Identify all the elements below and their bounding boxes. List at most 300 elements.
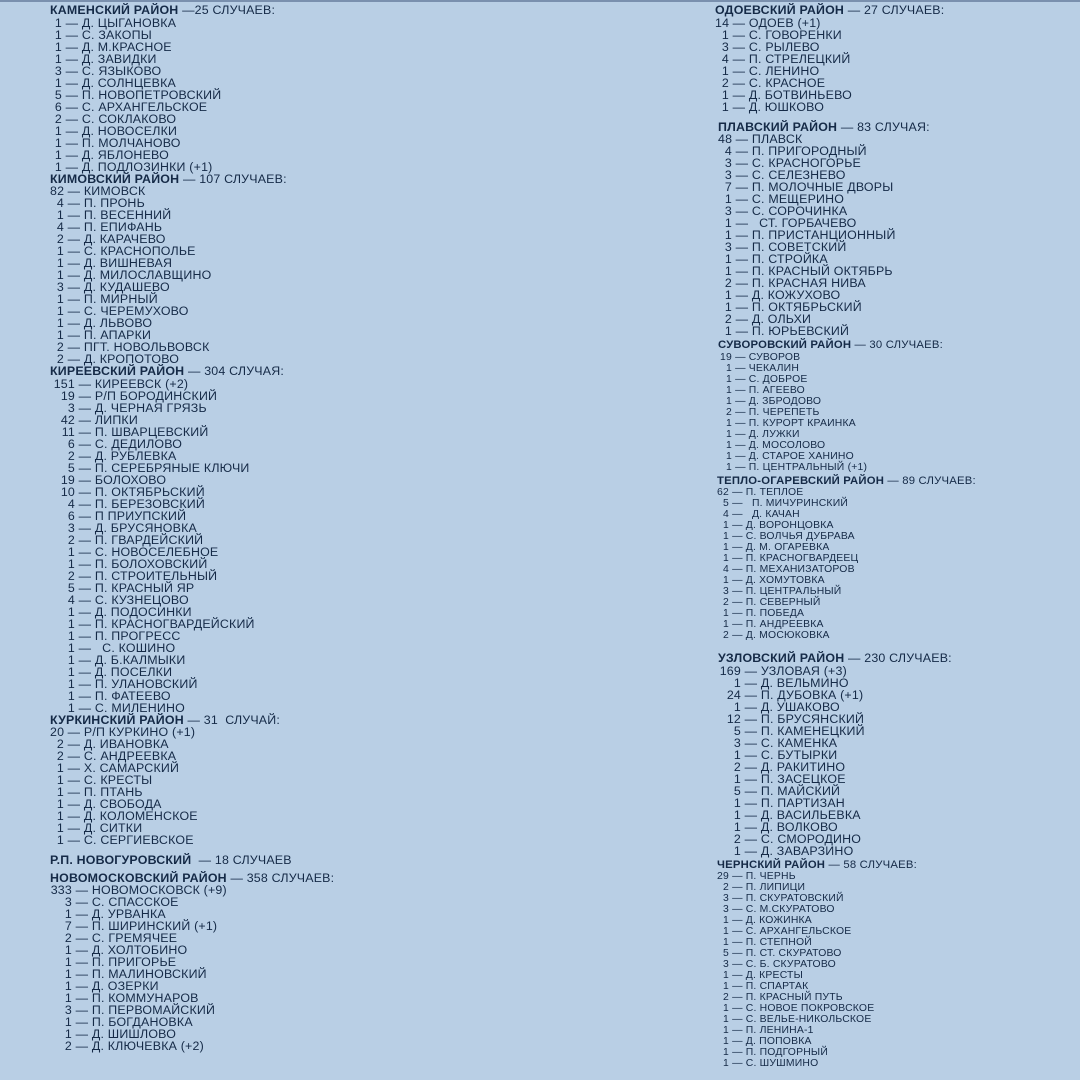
settlement-name: С. БУТЫРКИ: [760, 747, 838, 762]
settlement-name: П. АНДРЕЕВКА: [745, 619, 824, 631]
case-count: 2: [56, 352, 64, 366]
settlement-name: П. ЮРЬЕВСКИЙ: [751, 324, 850, 338]
settlement-row: 12 — П. БРУСЯНСКИЙ: [718, 713, 1075, 725]
case-count: 1: [64, 1027, 72, 1041]
case-count: 1: [723, 915, 729, 927]
case-count: 1: [67, 604, 75, 619]
settlement-row: 4 — П. ЕПИФАНЬ: [50, 221, 610, 233]
settlement-row: 1 — П. ПАРТИЗАН: [718, 797, 1075, 809]
settlement-row: 3 — С. КАМЕНКА: [718, 737, 1075, 749]
settlement-row: 5 — П. НОВОПЕТРОВСКИЙ: [50, 89, 610, 101]
district-name: СУВОРОВСКИЙ РАЙОН: [718, 339, 852, 351]
district-name: ОДОЕВСКИЙ РАЙОН: [715, 3, 845, 17]
settlement-row: 4 — Д. КАЧАН: [717, 509, 1075, 520]
district-total: 107 СЛУЧАЕВ:: [199, 171, 287, 186]
case-count: 2: [723, 882, 729, 894]
settlement-row: 1 — С. ДОБРОЕ: [718, 374, 1075, 385]
settlement-name: С. ГРЕМЯЧЕЕ: [91, 931, 178, 945]
case-count: 1: [67, 544, 75, 559]
settlement-name: С. Б. СКУРАТОВО: [745, 959, 836, 971]
settlement-row: 3 — С. РЫЛЕВО: [715, 41, 1075, 53]
settlement-row: 1 — П. БОГДАНОВКА: [50, 1016, 610, 1028]
settlement-row: 10 — П. ОКТЯБРЬСКИЙ: [50, 486, 610, 498]
settlement-row: 1 — ЧЕКАЛИН: [718, 363, 1075, 374]
settlement-name: П. БОГДАНОВКА: [91, 1015, 193, 1029]
case-count: 1: [724, 324, 732, 338]
settlement-name: П. СТРОИТЕЛЬНЫЙ: [94, 568, 218, 583]
settlement-row: 1 — П. СТРОЙКА: [718, 253, 1075, 265]
settlement-name: С. АРХАНГЕЛЬСКОЕ: [745, 926, 852, 938]
settlement-row: 2 — П. ГВАРДЕЙСКИЙ: [50, 534, 610, 546]
settlement-row: 2 — Д. РУБЛЕВКА: [50, 450, 610, 462]
settlement-name: П. ПРОНЬ: [83, 196, 145, 210]
district-novomoskovsky: [50, 872, 610, 1053]
settlement-row: 4 — П. СТРЕЛЕЦКИЙ: [715, 53, 1075, 65]
case-count: 62: [717, 487, 729, 499]
dash-separator: —: [226, 870, 247, 885]
settlement-row: 1 — П. МОЛЧАНОВО: [50, 137, 610, 149]
case-count: 82: [50, 184, 65, 198]
settlement-row: 1 — Д. ВОРОНЦОВКА: [717, 520, 1075, 531]
settlement-row: 1 — П. ПТАНЬ: [50, 786, 610, 798]
settlement-row: 1 — С. ЛЕНИНО: [715, 65, 1075, 77]
settlement-row: 1 — С. КРЕСТЫ: [50, 774, 610, 786]
case-count: 1: [723, 575, 729, 587]
settlement-name: П. СКУРАТОВСКИЙ: [745, 893, 844, 905]
settlement-name: П. КРАСНЫЙ ПУТЬ: [745, 992, 843, 1004]
settlement-row: 1 — Д. ВАСИЛЬЕВКА: [718, 809, 1075, 821]
dash-separator: —: [837, 119, 858, 134]
dash-separator: —: [178, 3, 195, 17]
settlement-row: 1 — Д. Б.КАЛМЫКИ: [50, 654, 610, 666]
settlement-name: Д. ЗБРОДОВО: [748, 395, 822, 407]
settlement-row: 1 — Д. СОЛНЦЕВКА: [50, 77, 610, 89]
settlement-row: 2 — П. КРАСНАЯ НИВА: [718, 277, 1075, 289]
settlement-row: 1 — Д. ХОМУТОВКА: [717, 575, 1075, 586]
settlement-name: П. ЗАСЕЦКОЕ: [760, 771, 846, 786]
settlement-row: 1 — Д. ЗАВАРЗИНО: [718, 845, 1075, 857]
settlement-row: 1 — Д. СИТКИ: [50, 822, 610, 834]
case-count: 3: [724, 168, 732, 182]
settlement-row: 1 — П. ПОДГОРНЫЙ: [717, 1047, 1075, 1058]
settlement-row: 3 — П. ПЕРВОМАЙСКИЙ: [50, 1004, 610, 1016]
settlement-row: 2 — Д. ИВАНОВКА: [50, 738, 610, 750]
case-count: 1: [733, 699, 741, 714]
settlement-row: 1 — П. КРАСНОГВАРДЕЙСКИЙ: [50, 618, 610, 630]
settlement-row: 1 — П. ПРОГРЕСС: [50, 630, 610, 642]
settlement-row: 2 — С. КРАСНОЕ: [715, 77, 1075, 89]
settlement-row: 1 — П. СПАРТАК: [717, 981, 1075, 992]
case-count: 6: [67, 436, 75, 451]
settlement-name: П. ПРИСТАНЦИОННЫЙ: [751, 228, 896, 242]
settlement-name: Д. МОСЮКОВКА: [745, 630, 830, 642]
case-count: 2: [67, 448, 75, 463]
settlement-row: 42 — ЛИПКИ: [50, 414, 610, 426]
settlement-row: 2 — П. ЛИПИЦИ: [717, 882, 1075, 893]
case-count: 1: [64, 1015, 72, 1029]
case-count: 1: [721, 87, 729, 102]
settlement-row: 2 — Д. ОЛЬХИ: [718, 313, 1075, 325]
settlement-name: Д. СВОБОДА: [83, 797, 162, 811]
settlement-row: 1 — Д. ЯБЛОНЕВО: [50, 149, 610, 161]
district-uzlovsky: [715, 652, 1075, 857]
case-count: 1: [721, 27, 729, 42]
case-count: 5: [723, 498, 729, 510]
settlement-row: 4 — П. МЕХАНИЗАТОРОВ: [717, 564, 1075, 575]
settlement-row: 19 — Р/П БОРОДИНСКИЙ: [50, 390, 610, 402]
case-count: 5: [733, 783, 741, 798]
settlement-row: 1 — Д. ВИШНЕВАЯ: [50, 257, 610, 269]
settlement-row: 5 — П. СТ. СКУРАТОВО: [717, 948, 1075, 959]
settlement-name: П. ШИРИНСКИЙ (+1): [91, 919, 218, 933]
case-count: 6: [67, 508, 75, 523]
settlement-name: П. БЕРЕЗОВСКИЙ: [94, 496, 205, 511]
case-count: 1: [723, 542, 729, 554]
settlement-name: П. ПРОГРЕСС: [94, 628, 181, 643]
settlement-name: Д. КАРАЧЕВО: [83, 232, 166, 246]
case-count: 3: [56, 280, 64, 294]
settlement-name: П. СТРОЙКА: [751, 252, 828, 266]
settlement-row: 1 — Д. М.КРАСНОЕ: [50, 41, 610, 53]
settlement-row: 169 — УЗЛОВАЯ (+3): [719, 663, 847, 678]
settlement-row: 1 — Д. ВЕЛЬМИНО: [718, 677, 1075, 689]
case-count: 1: [54, 123, 62, 138]
settlement-name: П. КРАСНОГВАРДЕЙСКИЙ: [94, 616, 255, 631]
settlement-row: 1 — Д. ПОПОВКА: [717, 1036, 1075, 1047]
settlement-name: СУВОРОВ: [748, 351, 801, 363]
district-name: УЗЛОВСКИЙ РАЙОН: [718, 651, 845, 666]
settlement-row: 1 — С. МЕЩЕРИНО: [718, 193, 1075, 205]
case-count: 1: [54, 159, 62, 174]
settlement-name: П. СТЕПНОЙ: [745, 937, 812, 949]
settlement-row: 1 — Д. КОЛОМЕНСКОЕ: [50, 810, 610, 822]
district-name: НОВОМОСКОВСКИЙ РАЙОН: [50, 870, 227, 885]
settlement-name: С. ДЕДИЛОВО: [94, 436, 183, 451]
case-count: 5: [54, 87, 62, 102]
dash-separator: —: [179, 171, 200, 186]
top-divider: [0, 0, 1080, 2]
settlement-name: С. КРАСНОЕ: [748, 75, 826, 90]
settlement-name: Д. ПОДЛОЗИНКИ (+1): [81, 159, 213, 174]
settlement-name: П. ЛЕНИНА-1: [745, 1025, 814, 1037]
settlement-name: Д. УРВАНКА: [91, 907, 166, 921]
settlement-name: НОВОМОСКОВСК (+9): [91, 883, 227, 897]
settlement-row: 1 — П. КРАСНЫЙ ОКТЯБРЬ: [718, 265, 1075, 277]
case-count: 1: [721, 99, 729, 114]
case-count: 19: [720, 351, 732, 363]
settlement-row: 1 — С. АРХАНГЕЛЬСКОЕ: [717, 926, 1075, 937]
settlement-row: 1 — Д. ПОСЕЛКИ: [50, 666, 610, 678]
case-count: 3: [67, 400, 75, 415]
settlement-name: Д. ЗАВИДКИ: [81, 51, 157, 66]
case-count: 7: [724, 180, 732, 194]
case-count: 1: [723, 1014, 729, 1026]
case-count: 1: [733, 747, 741, 762]
settlement-row: 1 — П. ФАТЕЕВО: [50, 690, 610, 702]
settlement-row: 3 — Д. ЧЕРНАЯ ГРЯЗЬ: [50, 402, 610, 414]
case-count: 1: [723, 970, 729, 982]
settlement-name: П. ПРИГОРЬЕ: [91, 955, 177, 969]
case-count: 1: [733, 675, 741, 690]
settlement-row: 1 — С. КРАСНОПОЛЬЕ: [50, 245, 610, 257]
dash-separator: —: [191, 853, 215, 867]
settlement-name: С. ЯЗЫКОВО: [81, 63, 162, 78]
settlement-name: Д. М. ОГАРЕВКА: [745, 542, 830, 554]
settlement-name: П. МАЙСКИЙ: [760, 783, 841, 798]
case-count: 1: [56, 208, 64, 222]
case-count: 2: [724, 276, 732, 290]
settlement-name: П. МОЛЧАНОВО: [81, 135, 181, 150]
district-header: [717, 860, 1075, 872]
settlement-name: С. АНДРЕЕВКА: [83, 749, 177, 763]
settlement-row: 2 — С. СМОРОДИНО: [718, 833, 1075, 845]
case-count: 1: [723, 553, 729, 565]
settlement-name: С. РЫЛЕВО: [748, 39, 820, 54]
district-name: Р.П. НОВОГУРОВСКИЙ: [50, 853, 192, 867]
settlement-row: 1 — Д. ЗБРОДОВО: [718, 396, 1075, 407]
settlement-row: 2 — Д. КРОПОТОВО: [50, 353, 610, 365]
case-count: 1: [723, 1003, 729, 1015]
settlement-name: С. КРАСНОГОРЬЕ: [751, 156, 862, 170]
case-count: 1: [56, 328, 64, 342]
district-kireevsky: [50, 365, 610, 714]
settlement-name: Д. ЮШКОВО: [748, 99, 825, 114]
settlement-name: УЗЛОВАЯ (+3): [760, 663, 847, 678]
case-count: 4: [67, 592, 75, 607]
settlement-name: Д. КУДАШЕВО: [83, 280, 170, 294]
settlement-name: П. КРАСНАЯ НИВА: [751, 276, 866, 290]
case-count: 1: [56, 244, 64, 258]
settlement-row: 2 — Д. МОСЮКОВКА: [717, 630, 1075, 641]
settlement-row: 1 — П. КРАСНОГВАРДЕЕЦ: [717, 553, 1075, 564]
settlement-name: П. ЧЕРНЬ: [745, 871, 796, 883]
settlement-name: Д. БОТВИНЬЕВО: [748, 87, 852, 102]
settlement-name: Д. ОЛЬХИ: [751, 312, 812, 326]
settlement-row: 1 — С. БУТЫРКИ: [718, 749, 1075, 761]
settlement-row: 333 — НОВОМОСКОВСК (+9): [50, 883, 227, 897]
settlement-name: П. МИЧУРИНСКИЙ: [745, 498, 849, 510]
district-total: 25 СЛУЧАЕВ:: [194, 3, 276, 17]
case-count: 3: [723, 904, 729, 916]
settlement-name: Д. МИЛОСЛАВЩИНО: [83, 268, 212, 282]
case-count: 1: [56, 785, 64, 799]
settlement-name: П. ПРИГОРОДНЫЙ: [751, 144, 867, 158]
dash-separator: —: [844, 3, 864, 17]
case-count: 11: [61, 424, 75, 439]
settlement-row: 3 — П. СОВЕТСКИЙ: [718, 241, 1075, 253]
case-count: 1: [64, 955, 72, 969]
settlement-name: Д. ЧЕРНАЯ ГРЯЗЬ: [94, 400, 207, 415]
case-count: 29: [717, 871, 729, 883]
settlement-name: Д. КЛЮЧЕВКА (+2): [91, 1039, 204, 1053]
settlement-row: 1 — Х. САМАРСКИЙ: [50, 762, 610, 774]
settlement-name: С. КРЕСТЫ: [83, 773, 153, 787]
settlement-row: 1 — С. ШУШМИНО: [717, 1058, 1075, 1069]
district-kamensky: [50, 4, 610, 173]
settlement-row: 1 — П. АНДРЕЕВКА: [717, 619, 1075, 630]
case-count: 1: [54, 147, 62, 162]
settlement-row: 1 — П. СТЕПНОЙ: [717, 937, 1075, 948]
case-count: 3: [724, 240, 732, 254]
settlement-row: 2 — П. ЧЕРЕПЕТЬ: [718, 407, 1075, 418]
settlement-name: П. ШВАРЦЕВСКИЙ: [94, 424, 209, 439]
case-count: 1: [64, 907, 72, 921]
case-count: 1: [726, 395, 732, 407]
settlement-row: 1 — П. ВЕСЕННИЙ: [50, 209, 610, 221]
case-count: 7: [64, 919, 72, 933]
settlement-name: БОЛОХОВО: [94, 472, 167, 487]
case-count: 19: [60, 388, 75, 403]
settlement-name: П. КАМЕНЕЦКИЙ: [760, 723, 865, 738]
settlement-name: П. ДУБОВКА (+1): [760, 687, 864, 702]
case-count: 1: [733, 795, 741, 810]
dash-separator: —: [825, 858, 844, 871]
case-count: 6: [54, 99, 62, 114]
settlement-name: Д. КОЖУХОВО: [751, 288, 841, 302]
case-count: 4: [723, 509, 729, 521]
settlement-row: 1 — Д. МОСОЛОВО: [718, 440, 1075, 451]
case-count: 1: [726, 461, 732, 473]
settlement-row: 1 — Д. КОЖИНКА: [717, 915, 1075, 926]
settlement-name: С. ДОБРОЕ: [748, 373, 808, 385]
settlement-row: 1 — Д. УШАКОВО: [718, 701, 1075, 713]
settlement-name: С. СОКЛАКОВО: [81, 111, 177, 126]
settlement-name: П. МАЛИНОВСКИЙ: [91, 967, 207, 981]
case-count: 2: [733, 831, 741, 846]
settlement-name: П. УЛАНОВСКИЙ: [94, 676, 198, 691]
case-count: 2: [733, 759, 741, 774]
case-count: 1: [733, 771, 741, 786]
settlement-row: 1 — Д. ЛУЖКИ: [718, 429, 1075, 440]
settlement-name: П. ПОБЕДА: [745, 608, 805, 620]
settlement-row: 6 — П ПРИУПСКИЙ: [50, 510, 610, 522]
case-count: 1: [64, 979, 72, 993]
case-count: 10: [60, 484, 75, 499]
district-total: 18 СЛУЧАЕВ: [214, 853, 292, 867]
settlement-name: КИРЕЕВСК (+2): [94, 376, 189, 391]
settlement-name: П. ГВАРДЕЙСКИЙ: [94, 532, 204, 547]
settlement-row: 5 — П. МАЙСКИЙ: [718, 785, 1075, 797]
settlement-row: 1 — П. АГЕЕВО: [718, 385, 1075, 396]
settlement-row: 5 — П. КАМЕНЕЦКИЙ: [718, 725, 1075, 737]
settlement-row: 2 — П. КРАСНЫЙ ПУТЬ: [717, 992, 1075, 1003]
settlement-row: 1 — П. ЛЕНИНА-1: [717, 1025, 1075, 1036]
settlement-name: С. НОВОЕ ПОКРОВСКОЕ: [745, 1003, 875, 1015]
settlement-name: Д. ЯБЛОНЕВО: [81, 147, 169, 162]
settlement-row: 1 — П. ЦЕНТРАЛЬНЫЙ (+1): [718, 462, 1075, 473]
settlement-row: 3 — С. СПАССКОЕ: [50, 896, 610, 908]
district-plavsky: [715, 121, 1075, 338]
settlement-name: П. МИРНЫЙ: [83, 292, 158, 306]
settlement-row: 19 — СУВОРОВ: [718, 352, 1075, 363]
case-count: 1: [723, 937, 729, 949]
case-count: 1: [56, 821, 64, 835]
settlement-row: 1 — П. ЗАСЕЦКОЕ: [718, 773, 1075, 785]
settlement-row: 7 — П. МОЛОЧНЫЕ ДВОРЫ: [718, 181, 1075, 193]
settlement-name: Д. РУБЛЕВКА: [94, 448, 177, 463]
settlement-row: 4 — П. ПРИГОРОДНЫЙ: [718, 145, 1075, 157]
settlement-row: 1 — С. МИЛЕНИНО: [50, 702, 610, 714]
settlement-name: С. ГОВОРЕНКИ: [748, 27, 842, 42]
settlement-row: 3 — С. КРАСНОГОРЬЕ: [718, 157, 1075, 169]
settlement-name: П. ВЕСЕННИЙ: [83, 208, 172, 222]
settlement-row: 1 — С. КОШИНО: [50, 642, 610, 654]
district-total: 358 СЛУЧАЕВ:: [246, 870, 335, 885]
case-count: 20: [50, 725, 65, 739]
case-count: 1: [724, 228, 732, 242]
case-count: 1: [723, 531, 729, 543]
settlement-name: П. ЦЕНТРАЛЬНЫЙ (+1): [748, 461, 868, 473]
right-column: [715, 4, 1075, 1069]
settlement-name: П. КРАСНЫЙ ОКТЯБРЬ: [751, 264, 893, 278]
district-suvorovsky: [715, 340, 1075, 473]
case-count: 3: [733, 735, 741, 750]
case-count: 1: [54, 39, 62, 54]
settlement-row: 3 — С. Б. СКУРАТОВО: [717, 959, 1075, 970]
settlement-name: Д. ВЕЛЬМИНО: [760, 675, 849, 690]
case-count: 1: [56, 256, 64, 270]
case-count: 2: [56, 749, 64, 763]
case-count: 14: [715, 15, 730, 30]
settlement-row: 24 — П. ДУБОВКА (+1): [718, 689, 1075, 701]
settlement-name: П. ПОДГОРНЫЙ: [745, 1047, 828, 1059]
case-count: 1: [726, 428, 732, 440]
case-count: 2: [64, 1039, 72, 1053]
settlement-row: 1 — Д. ЮШКОВО: [715, 101, 1075, 113]
case-count: 2: [56, 340, 64, 354]
case-count: 1: [723, 619, 729, 631]
case-count: 3: [723, 893, 729, 905]
settlement-name: Д. ВОЛКОВО: [760, 819, 838, 834]
case-count: 4: [56, 196, 64, 210]
case-count: 1: [67, 688, 75, 703]
case-count: 1: [723, 1036, 729, 1048]
case-count: 1: [54, 27, 62, 42]
settlement-row: 1 — Д. МИЛОСЛАВЩИНО: [50, 269, 610, 281]
case-count: 1: [723, 520, 729, 532]
settlement-name: П. БОЛОХОВСКИЙ: [94, 556, 208, 571]
settlement-name: Д. СИТКИ: [83, 821, 143, 835]
dash-separator: —: [183, 712, 204, 727]
settlement-row: 4 — П. БЕРЕЗОВСКИЙ: [50, 498, 610, 510]
settlement-row: 4 — С. КУЗНЕЦОВО: [50, 594, 610, 606]
settlement-name: П. ФАТЕЕВО: [94, 688, 171, 703]
settlement-name: Д. ЛЬВОВО: [83, 316, 153, 330]
left-column: [50, 4, 610, 1052]
settlement-row: 3 — Д. КУДАШЕВО: [50, 281, 610, 293]
settlement-row: 1 — Д. КОЖУХОВО: [718, 289, 1075, 301]
settlement-row: 1 — С. ГОВОРЕНКИ: [715, 29, 1075, 41]
case-count: 1: [733, 807, 741, 822]
settlement-name: Х. САМАРСКИЙ: [83, 761, 180, 775]
settlement-name: П ПРИУПСКИЙ: [94, 508, 187, 523]
case-count: 1: [56, 268, 64, 282]
case-count: 3: [724, 204, 732, 218]
settlement-row: 6 — С. ДЕДИЛОВО: [50, 438, 610, 450]
settlement-name: П. ЕПИФАНЬ: [83, 220, 163, 234]
case-count: 1: [56, 809, 64, 823]
settlement-row: 1 — П. ЮРЬЕВСКИЙ: [718, 325, 1075, 337]
settlement-row: 4 — П. ПРОНЬ: [50, 197, 610, 209]
settlement-row: 1 — Д. СТАРОЕ ХАНИНО: [718, 451, 1075, 462]
settlement-row: 2 — С. СОКЛАКОВО: [50, 113, 610, 125]
settlement-row: 1 — С. ЧЕРЕМУХОВО: [50, 305, 610, 317]
case-count: 2: [723, 597, 729, 609]
settlement-row: 1 — Д. ЦЫГАНОВКА: [50, 17, 610, 29]
settlement-row: 1 — Д. ПОДОСИНКИ: [50, 606, 610, 618]
district-header: [718, 340, 1075, 352]
case-count: 1: [67, 628, 75, 643]
